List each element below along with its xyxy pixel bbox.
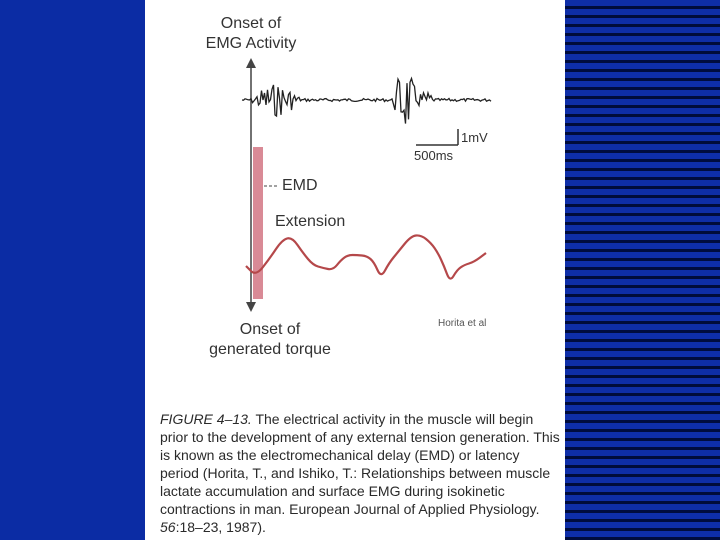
- figure-caption: [160, 410, 560, 536]
- onset-torque-label: [200, 320, 340, 360]
- caption-volume: 56: [160, 519, 176, 535]
- torque-trace: [246, 235, 486, 278]
- onset-torque-label-line1: Onset of: [239, 321, 301, 338]
- caption-text: The electrical activity in the muscle will begin prior to the development of any external tension generation. This is known as the electromechanical delay (EMD) or latency period (Horita, T., and Ishiko, T.: Relationships between muscle lactate accumulation and surface EMG during isokinetic contractions in man. European Journal of Applied Physiology.: [160, 411, 560, 517]
- credit-label: Horita et al: [438, 318, 487, 329]
- onset-torque-label-line2: generated torque: [209, 341, 331, 358]
- scale-ms-label: 500ms: [414, 148, 454, 163]
- onset-emg-label: [201, 14, 301, 54]
- onset-arrow-up-icon: [246, 58, 256, 68]
- extension-label: Extension: [275, 213, 346, 230]
- caption-figure-number: FIGURE 4–13.: [160, 411, 252, 427]
- onset-emg-label-line1: Onset of: [220, 15, 282, 32]
- scale-mv-label: 1mV: [461, 130, 488, 145]
- emg-trace: [242, 79, 491, 124]
- onset-emg-label-line2: EMG Activity: [205, 35, 297, 52]
- caption-pages: :18–23, 1987).: [175, 519, 266, 535]
- emd-label: EMD: [282, 177, 318, 194]
- onset-arrow-down-icon: [246, 302, 256, 312]
- emd-band: [253, 147, 263, 299]
